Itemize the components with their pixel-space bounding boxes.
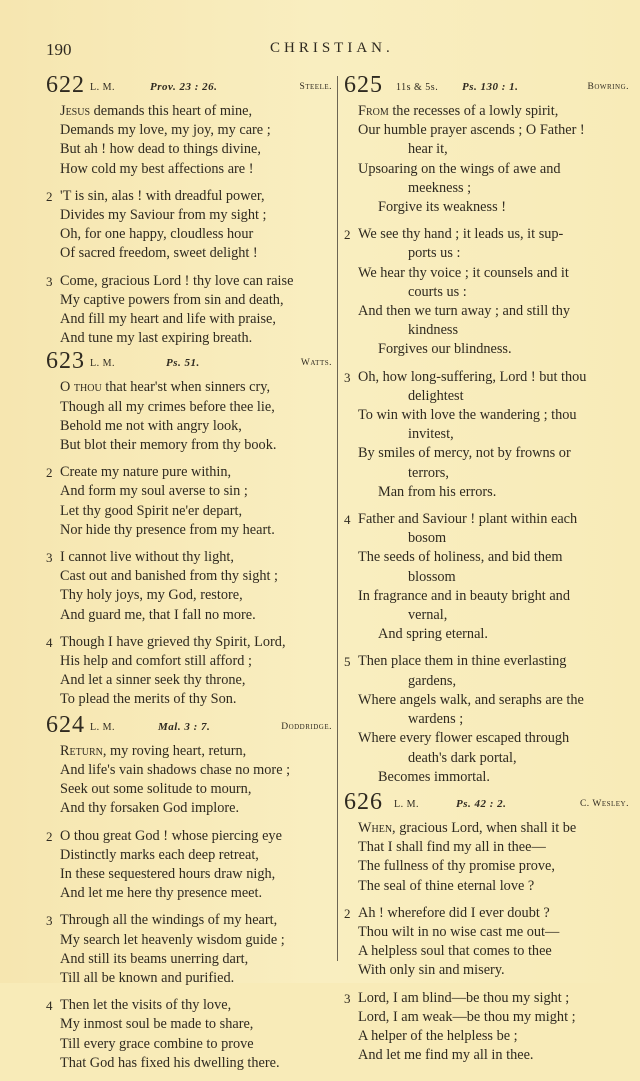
verse-line: And form my soul averse to sin ; — [60, 483, 248, 500]
stanza-1 — [344, 102, 629, 217]
verse-line: And life's vain shadows chase no more ; — [60, 761, 291, 778]
verse-line: terrors, — [408, 464, 449, 481]
running-title: CHRISTIAN. — [270, 40, 394, 56]
verse-line: My captive powers from sin and death, — [60, 291, 284, 308]
verse-line: wardens ; — [408, 711, 464, 728]
first-word: From — [358, 103, 389, 119]
verse-line: Becomes immortal. — [378, 768, 490, 785]
stanza-number: 2 — [46, 465, 53, 481]
verse-line: A helper of the helpless be ; — [358, 1027, 518, 1044]
verse-line: Jesus demands this heart of mine, — [60, 103, 253, 119]
page-header — [46, 40, 626, 64]
stanza-number: 4 — [344, 512, 351, 528]
first-word: Return — [60, 742, 103, 759]
verse-line: vernal, — [408, 607, 448, 624]
verse-line: Nor hide thy presence from my heart. — [60, 521, 275, 538]
hymn-number: 625 — [344, 72, 383, 98]
author: Doddridge. — [281, 721, 332, 732]
first-word: O thou — [60, 379, 102, 396]
hymn-header — [46, 72, 332, 102]
verse-line: Oh, how long-suffering, Lord ! but thou — [358, 368, 587, 385]
hymn-626 — [344, 788, 629, 1065]
verse-line: Father and Saviour ! plant within each — [358, 511, 578, 528]
scripture-reference: Ps. 51. — [166, 357, 200, 370]
verse-line: Ah ! wherefore did I ever doubt ? — [358, 904, 550, 921]
stanza-number: 2 — [46, 188, 53, 204]
stanza-3 — [46, 548, 332, 625]
verse-line: And fill my heart and life with praise, — [60, 311, 276, 328]
verse-line: Seek out some solitude to mourn, — [60, 781, 252, 798]
verse-line: death's dark portal, — [408, 749, 517, 766]
meter: L. M. — [394, 798, 419, 810]
verse-line: To win with love the wandering ; thou — [358, 407, 577, 424]
verse-line: Behold me not with angry look, — [60, 417, 242, 434]
verse-line: Though all my crimes before thee lie, — [60, 398, 275, 415]
verse-line: Man from his errors. — [378, 483, 497, 500]
verse-line: Where every flower escaped through — [358, 730, 570, 747]
hymn-header — [344, 72, 629, 102]
stanza-4 — [46, 633, 332, 710]
verse-line: Of sacred freedom, sweet delight ! — [60, 245, 258, 262]
verse-line: And tune my last expiring breath. — [60, 330, 253, 347]
verse-line: ports us : — [408, 245, 461, 262]
meter: L. M. — [90, 358, 115, 370]
stanza-4 — [344, 510, 629, 644]
verse-line: bosom — [408, 530, 447, 547]
verse-line: Come, gracious Lord ! thy love can raise — [60, 272, 294, 289]
verse-line: O thou that hear'st when sinners cry, — [60, 379, 271, 396]
verse-line: hear it, — [408, 141, 448, 158]
verse-line: 'T is sin, alas ! with dreadful power, — [60, 187, 265, 204]
verse-line: A helpless soul that comes to thee — [358, 943, 552, 960]
verse-line: Forgives our blindness. — [378, 341, 512, 358]
verse-line: Then let the visits of thy love, — [60, 997, 232, 1014]
verse-line: That I shall find my all in thee— — [358, 839, 546, 856]
stanza-3 — [344, 368, 629, 502]
hymn-625 — [344, 72, 629, 787]
scripture-reference: Mal. 3 : 7. — [158, 720, 211, 733]
verse-line: Through all the windings of my heart, — [60, 912, 278, 929]
hymn-number: 623 — [46, 348, 85, 375]
scripture-reference: Prov. 23 : 26. — [150, 81, 218, 93]
verse-line: How cold my best affections are ! — [60, 160, 254, 177]
stanza-1 — [46, 378, 332, 455]
verse-line: The seal of thine eternal love ? — [358, 877, 535, 894]
meter: L. M. — [90, 82, 115, 93]
stanza-2 — [46, 827, 332, 904]
verse-line: Till all be known and purified. — [60, 969, 235, 986]
verse-line: meekness ; — [408, 179, 472, 196]
verse-line: Where angels walk, and seraphs are the — [358, 691, 584, 708]
hymn-number: 626 — [344, 788, 383, 815]
stanza-number: 3 — [344, 369, 351, 385]
column-divider — [337, 76, 338, 961]
stanza-number: 5 — [344, 654, 351, 670]
hymn-header — [344, 788, 629, 819]
verse-line: Thy holy joys, my God, restore, — [60, 587, 243, 604]
stanza-number: 3 — [344, 990, 351, 1006]
verse-line: Upsoaring on the wings of awe and — [358, 160, 561, 177]
verse-line: With only sin and misery. — [358, 962, 505, 979]
verse-line: Our humble prayer ascends ; O Father ! — [358, 122, 585, 139]
stanza-3 — [344, 989, 629, 1066]
verse-line: blossom — [408, 568, 456, 585]
verse-line: We hear thy voice ; it counsels and it — [358, 264, 569, 281]
verse-line: That God has fixed his dwelling there. — [60, 1054, 280, 1071]
verse-line: Till every grace combine to prove — [60, 1035, 254, 1052]
verse-line: Distinctly marks each deep retreat, — [60, 846, 259, 863]
stanza-3 — [46, 272, 332, 349]
verse-line: kindness — [408, 322, 459, 339]
first-word: When — [358, 819, 393, 836]
verse-line: Then place them in thine everlasting — [358, 653, 567, 670]
verse-line: I cannot live without thy light, — [60, 549, 234, 566]
verse-line: And let me here thy presence meet. — [60, 885, 263, 902]
verse-line: courts us : — [408, 283, 467, 300]
verse-line: My search let heavenly wisdom guide ; — [60, 931, 285, 948]
page-number: 190 — [46, 40, 72, 59]
stanza-number: 3 — [46, 273, 53, 289]
verse-line: gardens, — [408, 672, 457, 689]
verse-line: And guard me, that I fall no more. — [60, 606, 256, 623]
verse-line: And let a sinner seek thy throne, — [60, 672, 246, 689]
stanza-number: 4 — [46, 998, 53, 1014]
verse-line: The fullness of thy promise prove, — [358, 858, 555, 875]
verse-line: Divides my Saviour from my sight ; — [60, 207, 267, 224]
verse-line: By smiles of mercy, not by frowns or — [358, 445, 571, 462]
scripture-reference: Ps. 130 : 1. — [462, 81, 519, 93]
hymn-624 — [46, 711, 332, 1073]
verse-line: And let me find my all in thee. — [358, 1047, 534, 1064]
stanza-1 — [344, 819, 629, 896]
hymn-623 — [46, 348, 332, 709]
stanza-1 — [46, 102, 332, 179]
stanza-2 — [344, 904, 629, 981]
verse-line: Lord, I am weak—be thou my might ; — [358, 1008, 576, 1025]
verse-line: And spring eternal. — [378, 626, 488, 643]
verse-line: My inmost soul be made to share, — [60, 1016, 254, 1033]
author: Bowring. — [587, 82, 629, 92]
verse-line: Thou wilt in no wise cast me out— — [358, 923, 560, 940]
stanza-number: 3 — [46, 550, 53, 566]
stanza-number: 2 — [344, 227, 351, 243]
verse-line: And thy forsaken God implore. — [60, 800, 240, 817]
verse-line: To plead the merits of thy Son. — [60, 691, 237, 708]
verse-line: Return, my roving heart, return, — [60, 742, 247, 759]
stanza-5 — [344, 652, 629, 786]
verse-line: When, gracious Lord, when shall it be — [358, 819, 577, 836]
verse-line: In fragrance and in beauty bright and — [358, 587, 570, 604]
verse-line: We see thy hand ; it leads us, it sup- — [358, 226, 564, 243]
verse-line: Demands my love, my joy, my care ; — [60, 122, 271, 139]
verse-line: Create my nature pure within, — [60, 464, 232, 481]
verse-line: The seeds of holiness, and bid them — [358, 549, 563, 566]
verse-line: invitest, — [408, 426, 454, 443]
hymn-header — [46, 348, 332, 378]
stanza-4 — [46, 996, 332, 1073]
scripture-reference: Ps. 42 : 2. — [456, 797, 507, 810]
verse-line: But blot their memory from thy book. — [60, 437, 277, 454]
verse-line: delightest — [408, 387, 464, 404]
hymn-number: 622 — [46, 72, 85, 98]
verse-line: Let thy good Spirit ne'er depart, — [60, 502, 243, 519]
verse-line: Cast out and banished from thy sight ; — [60, 568, 279, 585]
verse-line: O thou great God ! whose piercing eye — [60, 827, 282, 844]
verse-line: In these sequestered hours draw nigh, — [60, 865, 276, 882]
stanza-2 — [344, 225, 629, 359]
left-column — [46, 72, 332, 1081]
stanza-1 — [46, 742, 332, 819]
stanza-number: 2 — [344, 905, 351, 921]
stanza-number: 2 — [46, 828, 53, 844]
author: Steele. — [299, 82, 332, 92]
meter: L. M. — [90, 721, 115, 733]
verse-line: And still its beams unerring dart, — [60, 950, 249, 967]
verse-line: From the recesses of a lowly spirit, — [358, 103, 559, 119]
author: C. Wesley. — [579, 798, 629, 809]
verse-line: But ah ! how dead to things divine, — [60, 141, 261, 158]
verse-line: Oh, for one happy, cloudless hour — [60, 226, 254, 243]
stanza-2 — [46, 187, 332, 264]
stanza-number: 4 — [46, 634, 53, 650]
verse-line: Though I have grieved thy Spirit, Lord, — [60, 633, 286, 650]
verse-line: Lord, I am blind—be thou my sight ; — [358, 989, 570, 1006]
hymn-number: 624 — [46, 711, 85, 738]
meter: 11s & 5s. — [396, 82, 439, 93]
stanza-2 — [46, 463, 332, 540]
first-word: Jesus — [60, 103, 91, 119]
stanza-number: 3 — [46, 913, 53, 929]
verse-line: Forgive its weakness ! — [378, 199, 506, 216]
stanza-3 — [46, 911, 332, 988]
verse-line: His help and comfort still afford ; — [60, 653, 252, 670]
hymn-622 — [46, 72, 332, 348]
hymn-header — [46, 711, 332, 742]
author: Watts. — [300, 358, 332, 369]
verse-line: And then we turn away ; and still thy — [358, 303, 571, 320]
right-column — [344, 72, 629, 1073]
